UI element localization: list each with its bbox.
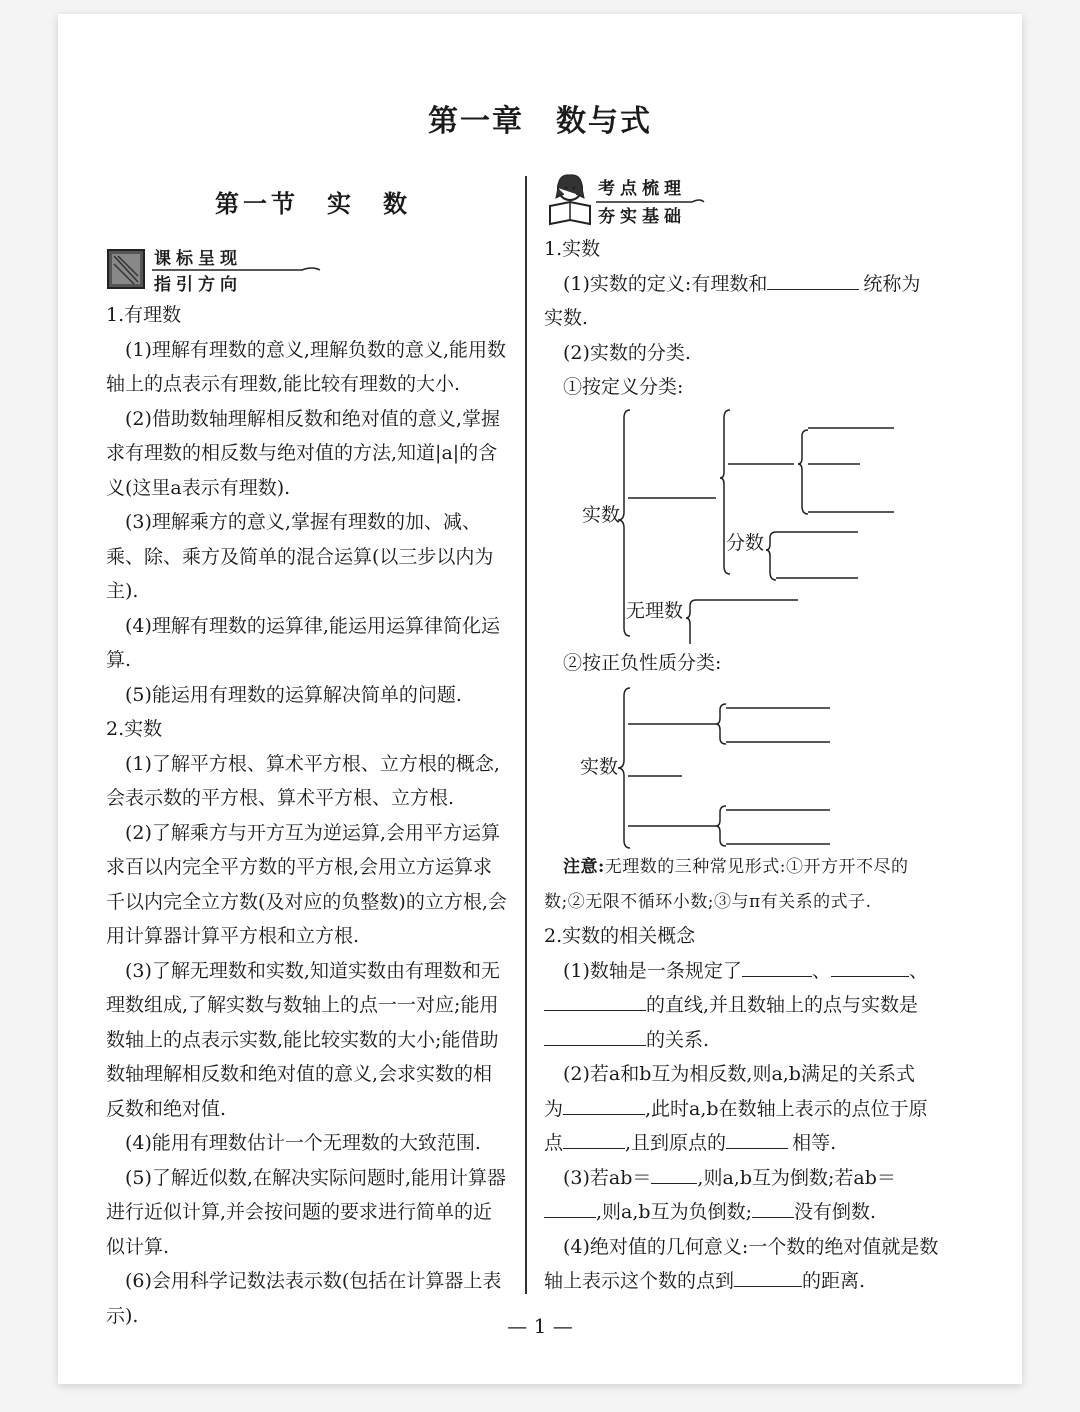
banner-curriculum bbox=[106, 242, 276, 294]
blank-zero[interactable] bbox=[752, 1197, 794, 1218]
note-text-1: 无理数的三种常见形式:①开方开不尽的 bbox=[604, 857, 909, 877]
blank-sides[interactable] bbox=[563, 1128, 625, 1149]
left-heading-real: 2.实数 bbox=[106, 718, 163, 740]
left-item: (3)理解乘方的意义,掌握有理数的加、减、乘、除、乘方及简单的混合运算(以三步以内为主). bbox=[106, 511, 494, 602]
by-definition-heading: ①按定义分类: bbox=[563, 376, 684, 398]
right-heading-real: 1.实数 bbox=[544, 238, 601, 260]
diagram-fraction-label: 分数 bbox=[726, 532, 765, 554]
left-column bbox=[106, 298, 510, 1333]
reciprocal-text-b: ,则a,b互为倒数;若ab＝ bbox=[697, 1166, 896, 1189]
banner-curriculum-line1: 课标呈现 bbox=[154, 249, 242, 269]
note-label: 注意: bbox=[563, 857, 605, 877]
left-item: (4)理解有理数的运算律,能运用运算律简化运算. bbox=[106, 614, 500, 671]
blank-origin[interactable] bbox=[742, 956, 812, 977]
axis-text-2: 的直线,并且数轴上的点与实数是 bbox=[646, 994, 919, 1016]
concept-reciprocal bbox=[544, 1161, 944, 1196]
absolute-text-b: 的距离. bbox=[802, 1270, 866, 1292]
right-column-top bbox=[544, 232, 944, 405]
section-title: 第一节 实 数 bbox=[215, 189, 411, 218]
absolute-text-a: 轴上表示这个数的点到 bbox=[544, 1270, 735, 1292]
right-column-bottom bbox=[544, 850, 944, 1299]
concept-axis-2 bbox=[544, 988, 944, 1023]
reciprocal-text-a: (3)若ab＝ bbox=[563, 1166, 652, 1189]
left-item: (2)了解乘方与开方互为逆运算,会用平方运算求百以内完全平方数的平方根,会用立方运算求千以内完全立方数(及对应的负整数)的立方根,会用计算器计算平方根和立方根. bbox=[106, 821, 507, 947]
definition-diagram-lines bbox=[544, 404, 944, 644]
concept-absolute-2 bbox=[544, 1264, 944, 1299]
blank-product-neg-one[interactable] bbox=[544, 1197, 596, 1218]
column-divider bbox=[525, 176, 527, 1294]
document-page bbox=[58, 14, 1022, 1384]
left-item: (5)能运用有理数的运算解决简单的问题. bbox=[125, 683, 462, 706]
definition-diagram bbox=[544, 404, 944, 644]
left-item: (6)会用科学记数法表示数(包括在计算器上表示). bbox=[106, 1270, 502, 1327]
banner-review-line1: 考点梳理 bbox=[598, 179, 686, 199]
blank-product-one[interactable] bbox=[651, 1163, 697, 1184]
concept-opposite: (2)若a和b互为相反数,则a,b满足的关系式 bbox=[563, 1063, 915, 1085]
banner-flourish-right bbox=[596, 198, 706, 206]
axis-text: (1)数轴是一条规定了 bbox=[563, 959, 742, 982]
note-text-2: 数;②无限不循环小数;③与π有关系的式子. bbox=[544, 891, 872, 912]
banner-curriculum-line2: 指引方向 bbox=[154, 275, 242, 295]
concept-axis-3 bbox=[544, 1023, 944, 1058]
left-item: (3)了解无理数和实数,知道实数由有理数和无理数组成,了解实数与数轴上的点一一对应;能用数轴上的点表示实数,能比较实数的大小;能借助数轴理解相反数和绝对值的意义,会求实数的相反数和绝对值. bbox=[106, 959, 500, 1120]
blank-unit-length[interactable] bbox=[544, 990, 646, 1011]
banner-review bbox=[546, 172, 716, 228]
right-heading-concepts: 2.实数的相关概念 bbox=[544, 925, 696, 947]
classification-heading: (2)实数的分类. bbox=[563, 341, 691, 364]
by-sign-heading: ②按正负性质分类: bbox=[563, 652, 722, 674]
page-number: — 1 — bbox=[507, 1314, 573, 1338]
concept-axis bbox=[544, 954, 944, 989]
blank-relation[interactable] bbox=[563, 1094, 645, 1115]
concept-reciprocal-2 bbox=[544, 1195, 944, 1230]
definition-line bbox=[544, 267, 944, 302]
definition-text-a: (1)实数的定义:有理数和 bbox=[563, 272, 768, 295]
diagram-real-label: 实数 bbox=[582, 504, 621, 526]
concept-opposite-2 bbox=[544, 1092, 944, 1127]
diagram-irrational-label: 无理数 bbox=[626, 600, 684, 622]
definition-text-b: 统称为 bbox=[863, 272, 921, 295]
opposite-text-c: 点 bbox=[544, 1132, 564, 1154]
left-item: (4)能用有理数估计一个无理数的大致范围. bbox=[125, 1132, 481, 1154]
opposite-text-a: 为 bbox=[544, 1097, 564, 1120]
blank-irrational[interactable] bbox=[767, 269, 859, 290]
axis-separator: 、 bbox=[811, 959, 831, 982]
left-item: (1)理解有理数的意义,理解负数的意义,能用数轴上的点表示有理数,能比较有理数的大小. bbox=[106, 338, 506, 395]
left-item: (2)借助数轴理解相反数和绝对值的意义,掌握求有理数的相反数与绝对值的方法,知道|a|的含义(这里a表示有理数). bbox=[106, 407, 500, 499]
book-icon bbox=[106, 246, 148, 290]
diagram2-real-label: 实数 bbox=[580, 756, 619, 778]
blank-distance[interactable] bbox=[726, 1128, 788, 1149]
note bbox=[544, 850, 944, 885]
banner-review-line2: 夯实基础 bbox=[598, 207, 686, 227]
left-item: (5)了解近似数,在解决实际问题时,能用计算器进行近似计算,并会按问题的要求进行简单的近似计算. bbox=[106, 1166, 506, 1258]
definition-text-c: 实数. bbox=[544, 307, 589, 329]
sign-diagram-lines bbox=[544, 686, 944, 856]
concept-absolute: (4)绝对值的几何意义:一个数的绝对值就是数 bbox=[563, 1235, 939, 1258]
axis-text-3: 的关系. bbox=[646, 1028, 710, 1051]
blank-direction[interactable] bbox=[831, 956, 909, 977]
reciprocal-text-d: 没有倒数. bbox=[793, 1201, 877, 1223]
blank-origin-distance[interactable] bbox=[734, 1266, 802, 1287]
blank-one-to-one[interactable] bbox=[544, 1025, 646, 1046]
opposite-text-b: ,此时a,b在数轴上表示的点位于原 bbox=[645, 1097, 928, 1120]
concept-opposite-3 bbox=[544, 1126, 944, 1161]
left-heading-rational: 1.有理数 bbox=[106, 304, 182, 326]
left-item: (1)了解平方根、算术平方根、立方根的概念,会表示数的平方根、算术平方根、立方根. bbox=[106, 752, 500, 809]
banner-flourish-left bbox=[152, 266, 322, 274]
axis-separator: 、 bbox=[908, 959, 928, 982]
chapter-title: 第一章 数与式 bbox=[428, 104, 652, 139]
opposite-text-d: ,且到原点的 bbox=[625, 1132, 727, 1154]
reading-girl-icon bbox=[546, 172, 594, 226]
opposite-text-e: 相等. bbox=[792, 1132, 837, 1154]
sign-diagram bbox=[544, 686, 944, 856]
reciprocal-text-c: ,则a,b互为负倒数; bbox=[596, 1201, 752, 1223]
